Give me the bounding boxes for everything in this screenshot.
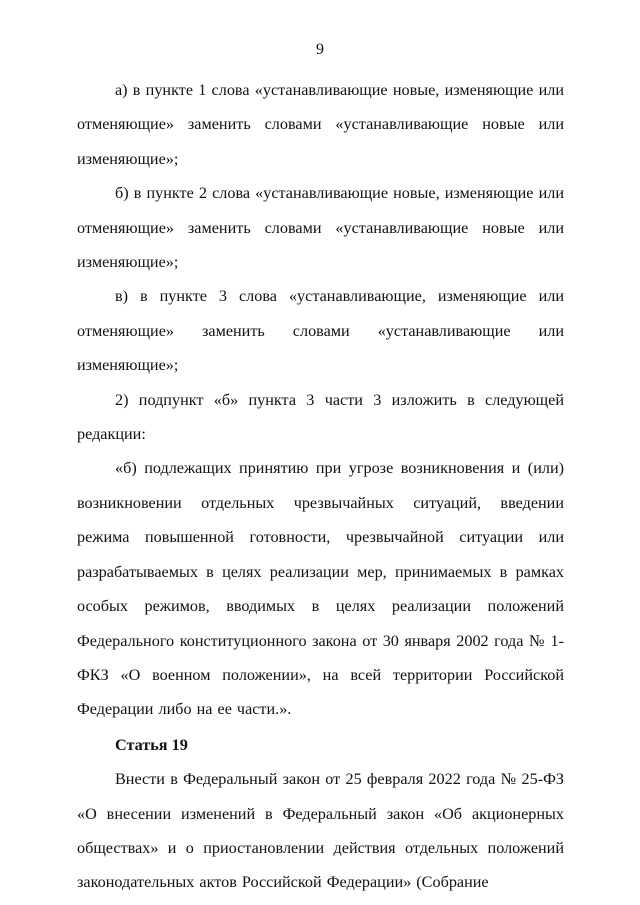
amendment-item-v: в) в пункте 3 слова «устанавливающие, изменяющие или отменяющие» заменить словами «устанавливающие или изменяющие»; xyxy=(77,287,564,375)
amendment-item-2: 2) подпункт «б» пункта 3 части 3 изложить в следующей редакции: xyxy=(77,390,564,444)
document-body xyxy=(77,73,564,900)
amendment-item-a: а) в пункте 1 слова «устанавливающие новые, изменяющие или отменяющие» заменить словами «устанавливающие новые или изменяющие»; xyxy=(77,81,564,168)
page-number: 9 xyxy=(316,41,324,58)
amendment-new-text: «б) подлежащих принятию при угрозе возникновения и (или) возникновении отдельных чрезвычайных ситуаций, введении режима повышенной готовности, чрезвычайной ситуации или разрабатываемых в целях реализации мер, принимаемых в рамках особых режимов, вводимых в целях реализации положений Федерального конституционного закона от 30 января 2002 года № 1-ФКЗ «О военном положении», на всей территории Российской Федерации либо на ее части.». xyxy=(77,459,564,719)
amendment-item-b: б) в пункте 2 слова «устанавливающие новые, изменяющие или отменяющие» заменить словами «устанавливающие новые или изменяющие»; xyxy=(77,184,564,272)
article-19-paragraph: Внести в Федеральный закон от 25 февраля 2022 года № 25-ФЗ «О внесении изменений в Федеральный закон «Об акционерных обществах» и о приостановлении действия отдельных положений законодательных актов Российской Федерации» (Собрание xyxy=(77,770,564,892)
article-heading: Статья 19 xyxy=(115,735,188,754)
